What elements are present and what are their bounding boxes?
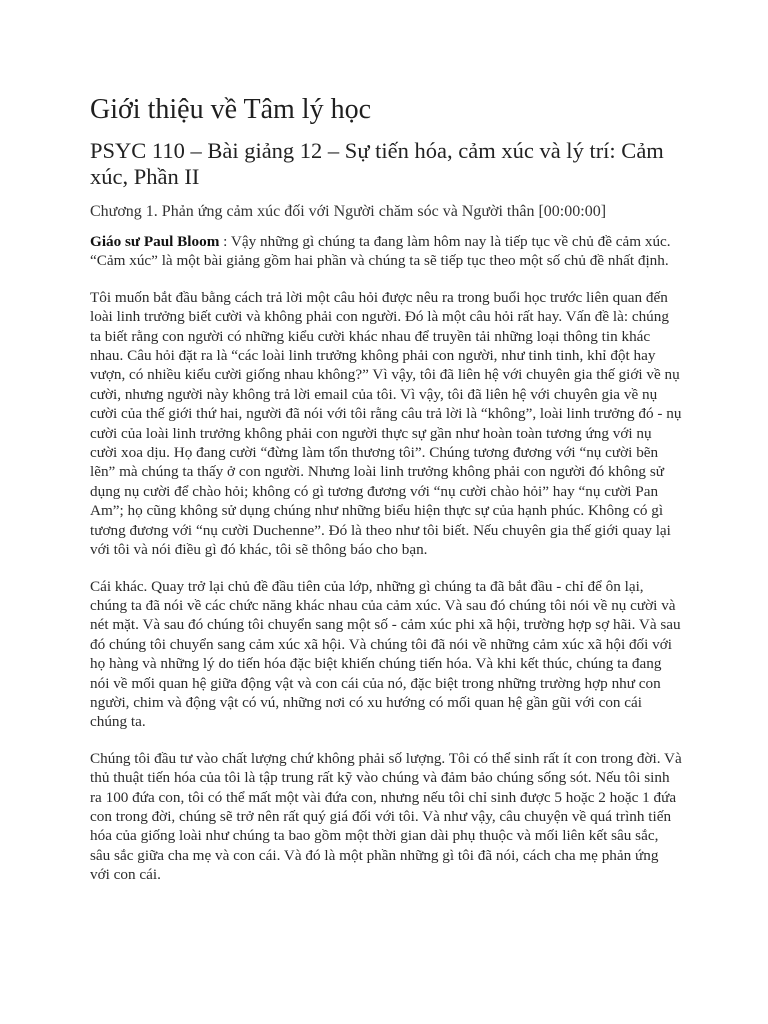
paragraph-4: Chúng tôi đầu tư vào chất lượng chứ không phải số lượng. Tôi có thể sinh rất ít con trong đời. Và thủ thuật tiến hóa của tôi là tập trung rất kỹ vào chúng và đảm bảo chúng sống sót. Nếu tôi sinh ra 100 đứa con, tôi có thể mất một vài đứa con, nhưng nếu tôi chỉ sinh được 5 hoặc 2 hoặc 1 đứa con trong đời, chúng sẽ trở nên rất quý giá đối với tôi. Và như vậy, câu chuyện về quá trình tiến hóa của giống loài như chúng ta bao gồm một thời gian dài phụ thuộc và mối liên kết sâu sắc, sâu sắc giữa cha mẹ và con cái. Và đó là một phần những gì tôi đã nói, cách cha mẹ phản ứng với con cái. <box>90 749 682 884</box>
paragraph-2: Tôi muốn bắt đầu bằng cách trả lời một câu hỏi được nêu ra trong buổi học trước liên quan đến loài linh trưởng biết cười và không phải con người. Đó là một câu hỏi rất hay. Vấn đề là: chúng ta biết rằng con người có những kiểu cười khác nhau để truyền tải những loại thông tin khác nhau. Câu hỏi đặt ra là “các loài linh trưởng không phải con người, như tinh tinh, khỉ đột hay vượn, có nhiều kiểu cười giống nhau không?” Vì vậy, tôi đã liên hệ với chuyên gia thế giới về nụ cười, nhưng người này không trả lời email của tôi. Vì vậy, tôi đã liên hệ với chuyên gia về nụ cười của thế giới thứ hai, người đã nói với tôi rằng câu trả lời là “không”, loài linh trưởng đó - nụ cười của loài linh trưởng không phải con người thực sự gần như hoàn toàn tương ứng với nụ cười xoa dịu. Họ đang cười “đừng làm tổn thương tôi”. Chúng tương đương với “nụ cười bẽn lẽn” mà chúng ta thấy ở con người. Nhưng loài linh trưởng không phải con người đó không sử dụng nụ cười để chào hỏi; không có gì tương đương với “nụ cười chào hỏi” hay “nụ cười Pan Am”; họ cũng không sử dụng chúng như những biểu hiện thực sự của hạnh phúc. Không có gì tương đương với “nụ cười Duchenne”. Đó là theo như tôi biết. Nếu chuyên gia thế giới quay lại với tôi và nói điều gì đó khác, tôi sẽ thông báo cho bạn. <box>90 288 682 559</box>
document-page <box>90 92 682 902</box>
lecture-subtitle: PSYC 110 – Bài giảng 12 – Sự tiến hóa, cảm xúc và lý trí: Cảm xúc, Phần II <box>90 138 664 189</box>
document-title: Giới thiệu về Tâm lý học <box>90 94 372 125</box>
paragraph-1-text: : Vậy những gì chúng ta đang làm hôm nay là tiếp tục về chủ đề cảm xúc. “Cảm xúc” là một bài giảng gồm hai phần và chúng ta sẽ tiếp tục theo một số chủ đề nhất định. <box>90 233 671 270</box>
paragraph-3: Cái khác. Quay trở lại chủ đề đầu tiên của lớp, những gì chúng ta đã bắt đầu - chỉ để ôn lại, chúng ta đã nói về các chức năng khác nhau của cảm xúc. Và sau đó chúng tôi nói về nụ cười và nét mặt. Và sau đó chúng tôi chuyển sang một số - cảm xúc phi xã hội, trường hợp sợ hãi. Và sau đó chúng tôi chuyển sang cảm xúc xã hội. Và chúng tôi đã nói về những cảm xúc xã hội đối với họ hàng và những lý do tiến hóa đặc biệt khiến chúng tiến hóa. Và khi kết thúc, chúng ta đang nói về mối quan hệ giữa động vật và con cái của nó, đặc biệt trong những trường hợp như con người, chim và động vật có vú, những nơi có xu hướng có mối quan hệ gần gũi với con cái chúng ta. <box>90 577 681 731</box>
paragraph-1 <box>90 232 682 271</box>
chapter-heading: Chương 1. Phản ứng cảm xúc đối với Người chăm sóc và Người thân [00:00:00] <box>90 203 607 220</box>
speaker-name: Giáo sư Paul Bloom <box>90 233 220 250</box>
